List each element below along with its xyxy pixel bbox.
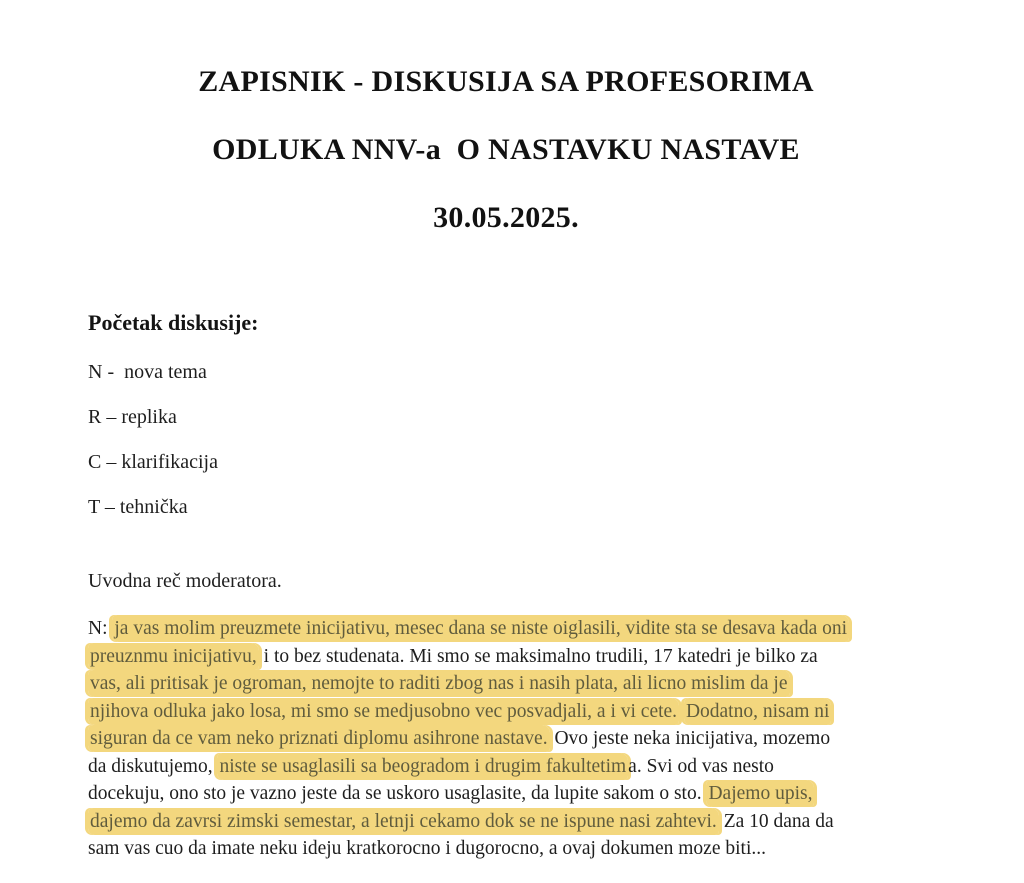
paragraph-line (88, 643, 924, 671)
paragraph-line (88, 753, 924, 781)
paragraph-line (88, 780, 924, 808)
highlighted-text: Dodatno, nisam ni (684, 698, 832, 725)
paragraph-text: Za 10 dana da (718, 810, 834, 832)
abbreviation-legend (88, 350, 924, 530)
highlighted-text: dajemo da zavrsi zimski semestar, a letnji cekamo dok se ne ispune nasi zahtevi. (88, 808, 719, 835)
legend-item-klarifikacija: C – klarifikacija (88, 451, 218, 473)
section-heading: Početak diskusije: (88, 310, 259, 335)
highlighted-text: Dajemo upis, (706, 780, 814, 807)
document-title-line-2: ODLUKA NNV-a O NASTAVKU NASTAVE (212, 133, 800, 166)
legend-item-tehnicka: T – tehnička (88, 496, 188, 518)
highlighted-text: njihova odluka jako losa, mi smo se medjusobno vec posvadjali, a i vi cete. (88, 698, 679, 725)
highlighted-text: preuznmu inicijativu, (88, 643, 259, 670)
document-title-line-1: ZAPISNIK - DISKUSIJA SA PROFESORIMA (198, 65, 814, 98)
legend-item-nova-tema: N - nova tema (88, 361, 207, 383)
paragraph-text: sam vas cuo da imate neku ideju kratkorocno i dugorocno, a ovaj dokumen moze biti... (88, 838, 766, 859)
paragraph-line (88, 808, 924, 836)
paragraph-line (88, 615, 924, 643)
paragraph-text: docekuju, ono sto je vazno jeste da se uskoro usaglasite, da lupite sakom o sto. (88, 783, 707, 804)
highlighted-text: ja vas molim preuzmete inicijativu, mesec dana se niste oiglasili, vidite sta se desava kada oni (112, 615, 849, 642)
paragraph-text: da diskutujemo, (88, 755, 218, 777)
paragraph-line (88, 698, 924, 726)
highlighted-text: vas, ali pritisak je ogroman, nemojte to raditi zbog nas i nasih plata, ali licno mislim da je (88, 670, 790, 697)
document-title-block (88, 48, 924, 252)
document-title-date: 30.05.2025. (433, 201, 579, 234)
highlighted-text: niste se usaglasili sa beogradom i drugim fakultetim (217, 753, 628, 780)
paragraph-text: a. Svi od vas nesto (628, 755, 774, 777)
paragraph-text: Ovo jeste neka inicijativa, mozemo (549, 728, 831, 749)
legend-item-replika: R – replika (88, 406, 177, 428)
highlighted-text: siguran da ce vam neko priznati diplomu asihrone nastave. (88, 725, 550, 752)
discussion-paragraph (88, 615, 924, 863)
paragraph-text: N: (88, 618, 113, 639)
paragraph-line (88, 725, 924, 753)
paragraph-line (88, 670, 924, 698)
paragraph-text: i to bez studenata. Mi smo se maksimalno trudili, 17 katedri je bilko za (258, 645, 818, 667)
paragraph-line (88, 835, 924, 863)
moderator-intro-line: Uvodna reč moderatora. (88, 570, 282, 592)
